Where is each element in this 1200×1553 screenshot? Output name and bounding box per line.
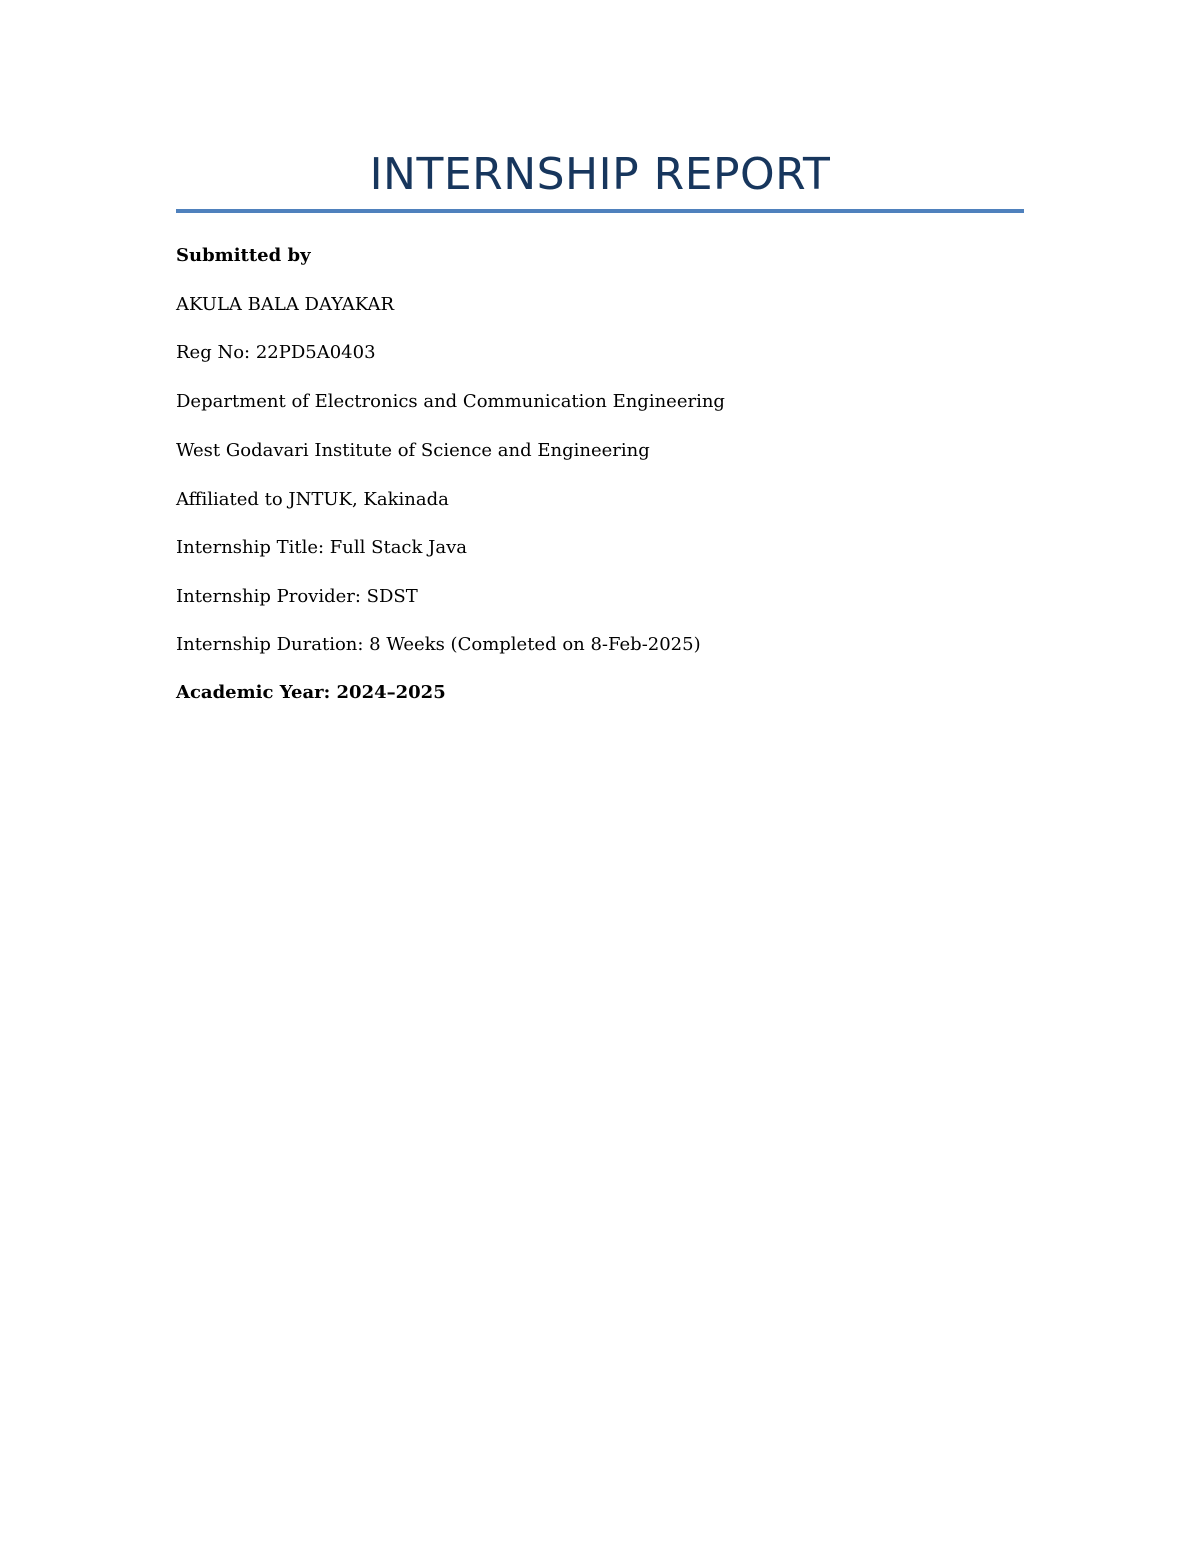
department: Department of Electronics and Communication Engineering — [176, 391, 725, 412]
registration-number: Reg No: 22PD5A0403 — [176, 342, 376, 363]
affiliation: Affiliated to JNTUK, Kakinada — [176, 489, 449, 510]
student-name: AKULA BALA DAYAKAR — [176, 294, 395, 315]
internship-provider: Internship Provider: SDST — [176, 586, 418, 607]
internship-title: Internship Title: Full Stack Java — [176, 537, 467, 558]
page-title: INTERNSHIP REPORT — [369, 149, 831, 200]
academic-year: Academic Year: 2024–2025 — [176, 682, 446, 703]
title-underline — [176, 209, 1024, 213]
submitted-by-label: Submitted by — [176, 245, 311, 266]
internship-duration: Internship Duration: 8 Weeks (Completed on 8-Feb-2025) — [176, 634, 701, 655]
institute: West Godavari Institute of Science and Engineering — [176, 440, 650, 461]
